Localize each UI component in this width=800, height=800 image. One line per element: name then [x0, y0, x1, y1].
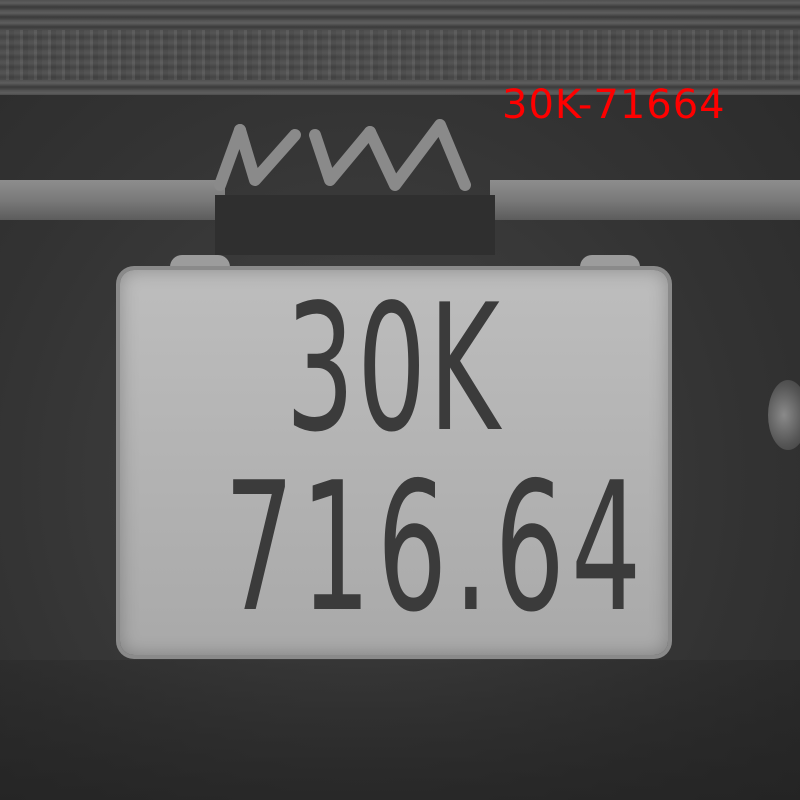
chrome-bar-right — [490, 180, 800, 220]
right-knob — [768, 380, 800, 450]
top-grille — [0, 0, 800, 95]
kia-logo-icon — [210, 110, 480, 205]
plate-line-2: 716.64 — [224, 444, 648, 651]
detected-plate-label: 30K-71664 — [502, 82, 726, 128]
chrome-bar-left — [0, 180, 225, 220]
plate-line-1: 30K — [285, 268, 503, 471]
license-plate — [120, 270, 668, 655]
bottom-shadow — [0, 660, 800, 800]
